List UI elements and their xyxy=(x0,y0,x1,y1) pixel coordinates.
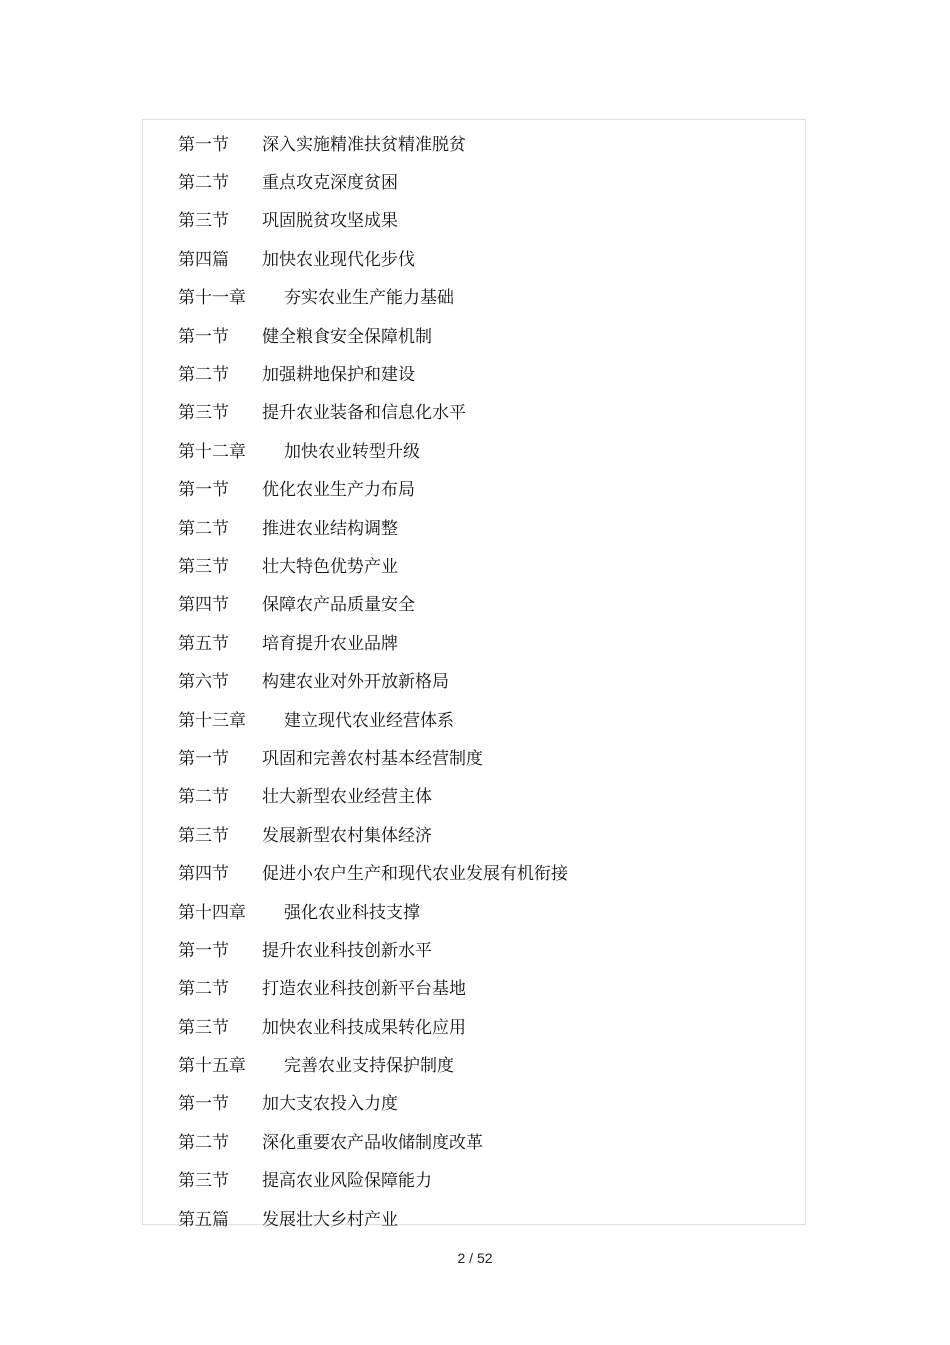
toc-entry-title: 提升农业装备和信息化水平 xyxy=(262,403,466,424)
toc-entry-label: 第一节 xyxy=(178,748,229,769)
toc-entry-label: 第一节 xyxy=(178,326,229,347)
table-of-contents xyxy=(178,123,778,1236)
toc-entry-title: 保障农产品质量安全 xyxy=(262,595,415,616)
toc-entry-section xyxy=(178,161,778,199)
toc-entry-label: 第五节 xyxy=(178,633,229,654)
toc-entry-section xyxy=(178,660,778,698)
toc-entry-title: 巩固和完善农村基本经营制度 xyxy=(262,748,483,769)
toc-entry-section xyxy=(178,1083,778,1121)
toc-entry-label: 第五篇 xyxy=(178,1209,229,1230)
toc-entry-label: 第四节 xyxy=(178,595,229,616)
toc-entry-title: 壮大特色优势产业 xyxy=(262,556,398,577)
toc-entry-label: 第六节 xyxy=(178,672,229,693)
toc-entry-section xyxy=(178,968,778,1006)
toc-entry-title: 夯实农业生产能力基础 xyxy=(284,288,454,309)
toc-entry-label: 第一节 xyxy=(178,134,229,155)
toc-entry-label: 第二节 xyxy=(178,787,229,808)
toc-entry-label: 第一节 xyxy=(178,940,229,961)
toc-entry-label: 第十四章 xyxy=(178,902,246,923)
toc-entry-title: 重点攻克深度贫困 xyxy=(262,173,398,194)
toc-entry-label: 第四节 xyxy=(178,864,229,885)
toc-entry-section xyxy=(178,315,778,353)
toc-entry-section xyxy=(178,507,778,545)
toc-entry-chapter xyxy=(178,430,778,468)
toc-entry-label: 第一节 xyxy=(178,480,229,501)
toc-entry-title: 深化重要农产品收储制度改革 xyxy=(262,1132,483,1153)
toc-entry-title: 发展壮大乡村产业 xyxy=(262,1209,398,1230)
toc-entry-title: 加快农业现代化步伐 xyxy=(262,249,415,270)
toc-entry-section xyxy=(178,1160,778,1198)
toc-entry-label: 第二节 xyxy=(178,979,229,1000)
toc-entry-chapter xyxy=(178,1044,778,1082)
toc-entry-label: 第二节 xyxy=(178,365,229,386)
toc-entry-label: 第十三章 xyxy=(178,710,246,731)
toc-entry-label: 第三节 xyxy=(178,825,229,846)
toc-entry-section xyxy=(178,929,778,967)
toc-entry-chapter xyxy=(178,699,778,737)
toc-entry-title: 强化农业科技支撑 xyxy=(284,902,420,923)
page-number: 2 / 52 xyxy=(457,1250,493,1266)
toc-entry-title: 促进小农户生产和现代农业发展有机衔接 xyxy=(262,864,568,885)
toc-entry-section xyxy=(178,737,778,775)
toc-entry-label: 第三节 xyxy=(178,556,229,577)
toc-entry-title: 健全粮食安全保障机制 xyxy=(262,326,432,347)
toc-entry-section xyxy=(178,353,778,391)
toc-entry-chapter xyxy=(178,891,778,929)
toc-entry-title: 推进农业结构调整 xyxy=(262,518,398,539)
toc-entry-section xyxy=(178,1121,778,1159)
toc-entry-title: 构建农业对外开放新格局 xyxy=(262,672,449,693)
toc-entry-title: 提高农业风险保障能力 xyxy=(262,1171,432,1192)
toc-entry-title: 打造农业科技创新平台基地 xyxy=(262,979,466,1000)
toc-entry-label: 第四篇 xyxy=(178,249,229,270)
toc-entry-section xyxy=(178,1006,778,1044)
toc-entry-section xyxy=(178,584,778,622)
toc-entry-chapter xyxy=(178,277,778,315)
toc-entry-title: 深入实施精准扶贫精准脱贫 xyxy=(262,134,466,155)
toc-entry-label: 第十一章 xyxy=(178,288,246,309)
toc-entry-title: 加强耕地保护和建设 xyxy=(262,365,415,386)
toc-entry-label: 第三节 xyxy=(178,403,229,424)
toc-entry-label: 第三节 xyxy=(178,1017,229,1038)
toc-entry-section xyxy=(178,622,778,660)
toc-entry-section xyxy=(178,776,778,814)
toc-entry-section xyxy=(178,200,778,238)
toc-entry-label: 第一节 xyxy=(178,1094,229,1115)
toc-entry-title: 培育提升农业品牌 xyxy=(262,633,398,654)
toc-entry-section xyxy=(178,814,778,852)
toc-entry-title: 加快农业科技成果转化应用 xyxy=(262,1017,466,1038)
toc-entry-title: 巩固脱贫攻坚成果 xyxy=(262,211,398,232)
toc-entry-section xyxy=(178,469,778,507)
toc-entry-section xyxy=(178,392,778,430)
toc-entry-label: 第二节 xyxy=(178,1132,229,1153)
toc-entry-title: 完善农业支持保护制度 xyxy=(284,1056,454,1077)
toc-entry-title: 壮大新型农业经营主体 xyxy=(262,787,432,808)
toc-entry-part xyxy=(178,1198,778,1236)
toc-entry-title: 提升农业科技创新水平 xyxy=(262,940,432,961)
toc-entry-title: 建立现代农业经营体系 xyxy=(284,710,454,731)
toc-entry-label: 第三节 xyxy=(178,1171,229,1192)
toc-entry-title: 加快农业转型升级 xyxy=(284,441,420,462)
toc-entry-label: 第十五章 xyxy=(178,1056,246,1077)
toc-entry-section xyxy=(178,545,778,583)
toc-entry-section xyxy=(178,123,778,161)
toc-entry-title: 加大支农投入力度 xyxy=(262,1094,398,1115)
toc-entry-label: 第二节 xyxy=(178,173,229,194)
toc-entry-label: 第十二章 xyxy=(178,441,246,462)
toc-entry-label: 第三节 xyxy=(178,211,229,232)
toc-entry-title: 优化农业生产力布局 xyxy=(262,480,415,501)
toc-entry-part xyxy=(178,238,778,276)
toc-entry-label: 第二节 xyxy=(178,518,229,539)
toc-entry-section xyxy=(178,852,778,890)
toc-entry-title: 发展新型农村集体经济 xyxy=(262,825,432,846)
